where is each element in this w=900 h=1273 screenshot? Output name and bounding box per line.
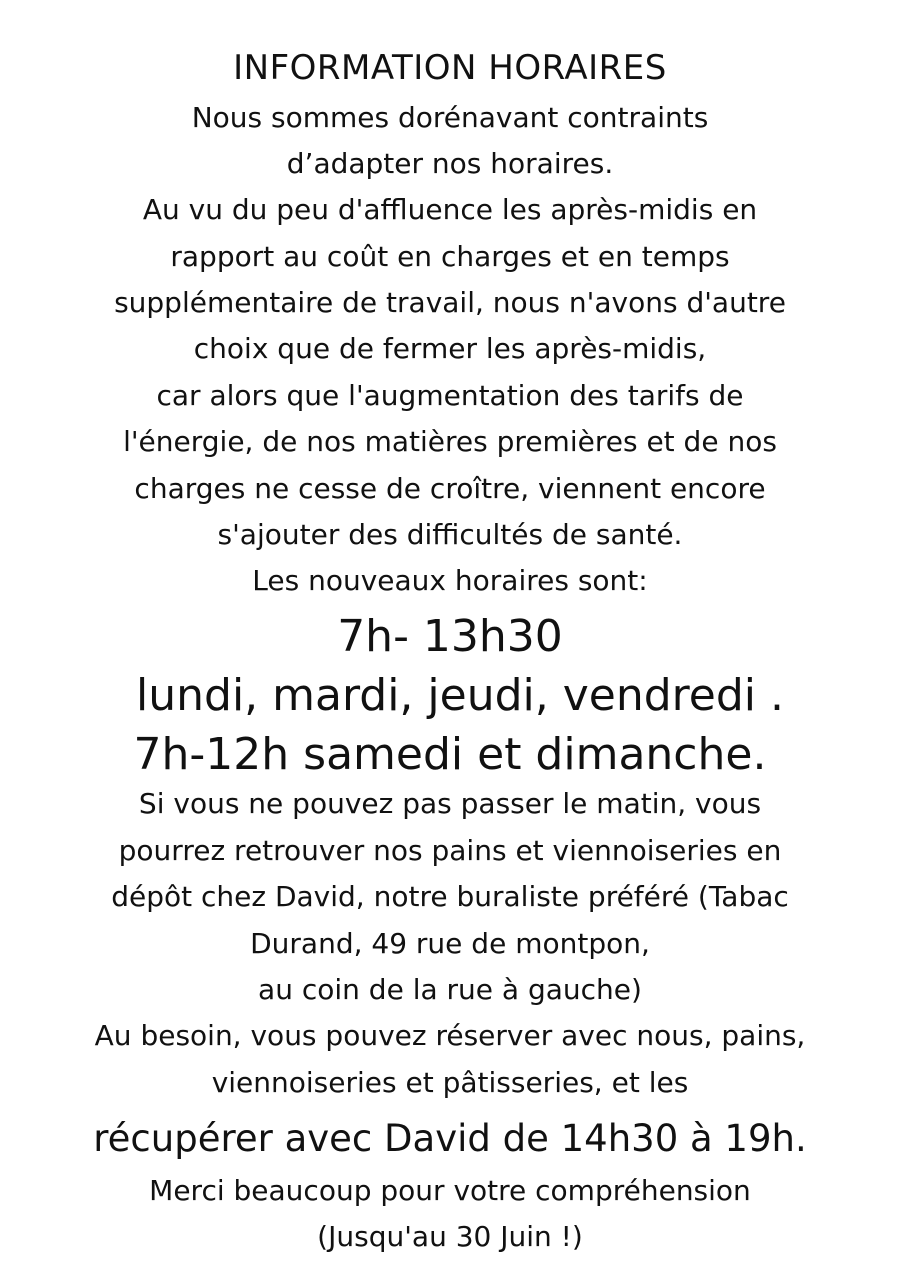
detail-line: Durand, 49 rue de montpon,	[250, 927, 650, 960]
thanks-line: Merci beaucoup pour votre compréhension	[149, 1174, 751, 1207]
intro-line: charges ne cesse de croître, viennent encore	[134, 472, 766, 505]
intro-line: s'ajouter des difficultés de santé.	[217, 518, 683, 551]
weekday-hours: 7h- 13h30	[337, 611, 563, 662]
weekday-days: lundi, mardi, jeudi, vendredi .	[136, 670, 784, 721]
notice-title: INFORMATION HORAIRES	[233, 48, 667, 88]
intro-line: l'énergie, de nos matières premières et de nos	[123, 425, 777, 458]
intro-line: supplémentaire de travail, nous n'avons d'autre	[114, 286, 786, 319]
detail-line: Si vous ne pouvez pas passer le matin, vous	[138, 787, 762, 820]
intro-line: rapport au coût en charges et en temps	[170, 240, 730, 273]
pickup-hours: récupérer avec David de 14h30 à 19h.	[93, 1117, 807, 1160]
intro-line: choix que de fermer les après-midis,	[193, 332, 707, 365]
detail-line: pourrez retrouver nos pains et viennoiseries en	[118, 834, 782, 867]
weekend-hours: 7h-12h samedi et dimanche.	[133, 729, 767, 780]
intro-line: Au vu du peu d'affluence les après-midis en	[142, 193, 758, 226]
intro-line: d’adapter nos horaires.	[286, 147, 614, 180]
validity-line: (Jusqu'au 30 Juin !)	[317, 1220, 583, 1253]
detail-line: au coin de la rue à gauche)	[258, 973, 642, 1006]
intro-line: car alors que l'augmentation des tarifs de	[156, 379, 744, 412]
detail-line: viennoiseries et pâtisseries, et les	[211, 1066, 689, 1099]
detail-line: dépôt chez David, notre buraliste préféré (Tabac	[111, 880, 789, 913]
intro-line: Les nouveaux horaires sont:	[252, 564, 648, 597]
detail-line: Au besoin, vous pouvez réserver avec nous, pains,	[94, 1019, 806, 1052]
intro-line: Nous sommes dorénavant contraints	[191, 101, 709, 134]
